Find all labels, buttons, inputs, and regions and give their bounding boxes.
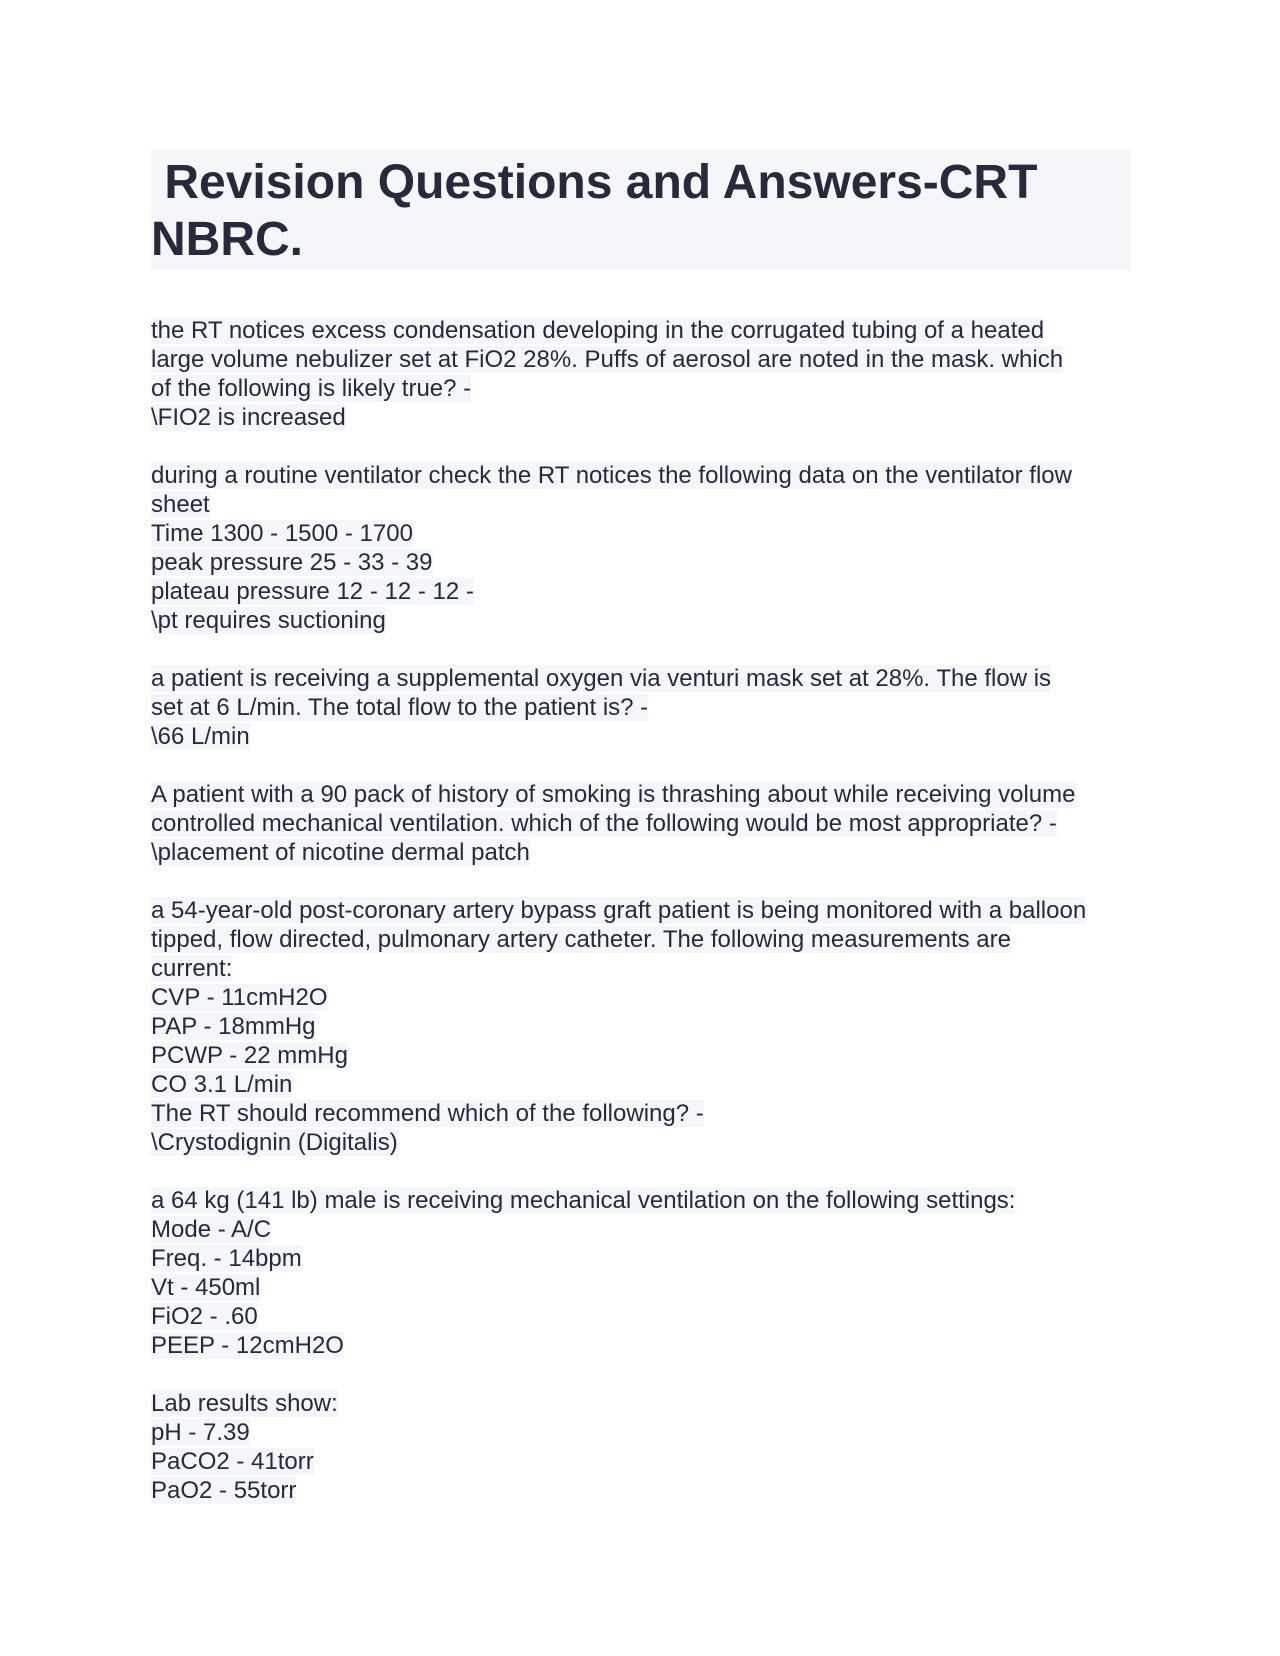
- question-block: [151, 1186, 1131, 1360]
- text-line: [151, 1273, 1131, 1302]
- text-line: [151, 374, 1131, 403]
- line-text: CO 3.1 L/min: [151, 1071, 293, 1098]
- question-block: [151, 461, 1131, 635]
- line-text: PAP - 18mmHg: [151, 1013, 316, 1040]
- question-block: [151, 1389, 1131, 1505]
- text-line: [151, 664, 1131, 693]
- text-line: [151, 1244, 1131, 1273]
- line-text: Vt - 450ml: [151, 1274, 261, 1301]
- line-text: PEEP - 12cmH2O: [151, 1332, 344, 1359]
- document-page: [151, 150, 1131, 1534]
- line-text: Lab results show:: [151, 1390, 338, 1417]
- line-text: during a routine ventilator check the RT notices the following data on the ventilator flow: [151, 462, 1072, 489]
- question-block: [151, 896, 1131, 1157]
- line-text: FiO2 - .60: [151, 1303, 258, 1330]
- text-line: [151, 1331, 1131, 1360]
- text-line: [151, 577, 1131, 606]
- line-text: A patient with a 90 pack of history of smoking is thrashing about while receiving volume: [151, 781, 1076, 808]
- text-line: [151, 1099, 1131, 1128]
- line-text: PaO2 - 55torr: [151, 1477, 297, 1504]
- text-line: [151, 519, 1131, 548]
- document-body: [151, 316, 1131, 1505]
- line-text: PaCO2 - 41torr: [151, 1448, 314, 1475]
- text-line: [151, 1476, 1131, 1505]
- line-text: a patient is receiving a supplemental oxygen via venturi mask set at 28%. The flow is: [151, 665, 1052, 692]
- line-text: the RT notices excess condensation developing in the corrugated tubing of a heated: [151, 317, 1045, 344]
- text-line: [151, 1070, 1131, 1099]
- text-line: [151, 1128, 1131, 1157]
- text-line: [151, 838, 1131, 867]
- line-text: controlled mechanical ventilation. which of the following would be most appropriate? -: [151, 810, 1057, 837]
- line-text: pH - 7.39: [151, 1419, 250, 1446]
- line-text: set at 6 L/min. The total flow to the patient is? -: [151, 694, 649, 721]
- text-line: [151, 606, 1131, 635]
- text-line: [151, 925, 1131, 954]
- line-text: sheet: [151, 491, 210, 518]
- line-text: \66 L/min: [151, 723, 250, 750]
- text-line: [151, 1418, 1131, 1447]
- line-text: Freq. - 14bpm: [151, 1245, 302, 1272]
- text-line: [151, 1447, 1131, 1476]
- line-text: a 64 kg (141 lb) male is receiving mechanical ventilation on the following settings:: [151, 1187, 1016, 1214]
- line-text: Mode - A/C: [151, 1216, 272, 1243]
- text-line: [151, 1041, 1131, 1070]
- line-text: The RT should recommend which of the following? -: [151, 1100, 704, 1127]
- page-title: Revision Questions and Answers-CRT NBRC.: [151, 156, 1051, 266]
- text-line: [151, 780, 1131, 809]
- line-text: \Crystodignin (Digitalis): [151, 1129, 398, 1156]
- line-text: PCWP - 22 mmHg: [151, 1042, 348, 1069]
- text-line: [151, 316, 1131, 345]
- text-line: [151, 1302, 1131, 1331]
- text-line: [151, 722, 1131, 751]
- line-text: peak pressure 25 - 33 - 39: [151, 549, 433, 576]
- line-text: large volume nebulizer set at FiO2 28%. Puffs of aerosol are noted in the mask. which: [151, 346, 1064, 373]
- text-line: [151, 983, 1131, 1012]
- line-text: \pt requires suctioning: [151, 607, 386, 634]
- line-text: \placement of nicotine dermal patch: [151, 839, 530, 866]
- line-text: tipped, flow directed, pulmonary artery catheter. The following measurements are: [151, 926, 1011, 953]
- line-text: CVP - 11cmH2O: [151, 984, 328, 1011]
- text-line: [151, 1215, 1131, 1244]
- text-line: [151, 896, 1131, 925]
- line-text: Time 1300 - 1500 - 1700: [151, 520, 413, 547]
- text-line: [151, 461, 1131, 490]
- line-text: a 54-year-old post-coronary artery bypass graft patient is being monitored with a balloon: [151, 897, 1087, 924]
- text-line: [151, 345, 1131, 374]
- question-block: [151, 316, 1131, 432]
- text-line: [151, 1186, 1131, 1215]
- question-block: [151, 664, 1131, 751]
- question-block: [151, 780, 1131, 867]
- line-text: current:: [151, 955, 233, 982]
- line-text: plateau pressure 12 - 12 - 12 -: [151, 578, 474, 605]
- title-banner: [151, 150, 1131, 270]
- text-line: [151, 403, 1131, 432]
- text-line: [151, 548, 1131, 577]
- line-text: \FIO2 is increased: [151, 404, 346, 431]
- text-line: [151, 1012, 1131, 1041]
- text-line: [151, 693, 1131, 722]
- text-line: [151, 490, 1131, 519]
- text-line: [151, 1389, 1131, 1418]
- line-text: of the following is likely true? -: [151, 375, 472, 402]
- text-line: [151, 954, 1131, 983]
- text-line: [151, 809, 1131, 838]
